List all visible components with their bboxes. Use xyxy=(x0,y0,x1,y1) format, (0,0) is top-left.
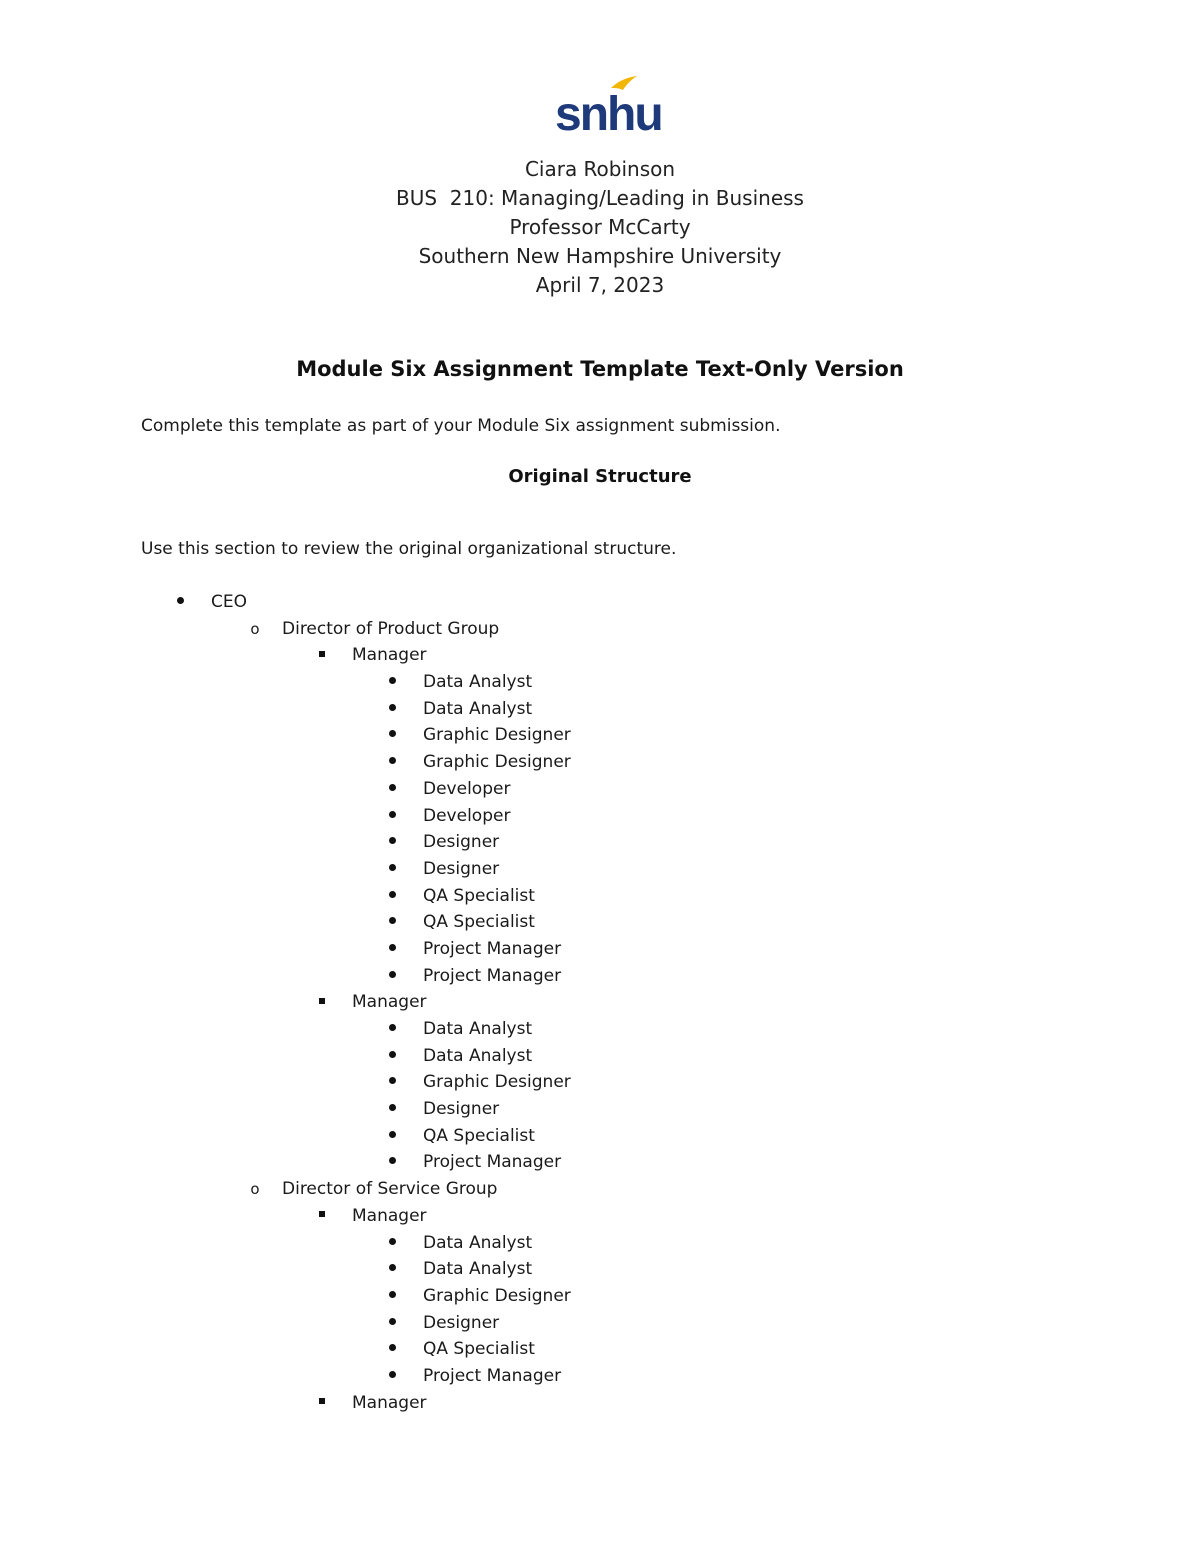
bullet-dot-icon xyxy=(382,722,402,748)
bullet-dot-icon xyxy=(382,963,402,989)
org-role-label: Developer xyxy=(423,805,511,826)
org-role-label: QA Specialist xyxy=(423,912,535,933)
org-list-item xyxy=(0,589,1200,616)
org-list-item xyxy=(0,616,1200,643)
submission-date: April 7, 2023 xyxy=(535,273,665,297)
bullet-dot-icon xyxy=(382,669,402,695)
bullet-dot-icon xyxy=(382,776,402,802)
logo-wordmark: snhu xyxy=(555,88,662,141)
org-role-label: Designer xyxy=(423,858,500,879)
org-structure-list xyxy=(0,589,1200,1416)
author-name: Ciara Robinson xyxy=(524,157,676,181)
org-list-item xyxy=(0,749,1200,776)
bullet-dot-icon xyxy=(382,1096,402,1122)
org-role-label: Graphic Designer xyxy=(423,725,571,746)
university-name: Southern New Hampshire University xyxy=(418,244,782,268)
org-role-label: Data Analyst xyxy=(423,1045,533,1066)
bullet-dot-icon xyxy=(382,936,402,962)
org-role-label: Data Analyst xyxy=(423,1259,533,1280)
org-list-item xyxy=(0,1043,1200,1070)
org-role-label: CEO xyxy=(211,592,247,612)
bullet-dot-icon xyxy=(382,856,402,882)
org-role-label: QA Specialist xyxy=(423,1125,535,1146)
bullet-dot-icon xyxy=(382,749,402,775)
org-list-item xyxy=(0,1016,1200,1043)
bullet-circle-icon: o xyxy=(250,619,260,638)
bullet-dot-icon xyxy=(382,1149,402,1175)
bullet-dot-icon xyxy=(382,1230,402,1256)
org-list-item xyxy=(0,1336,1200,1363)
org-list-item xyxy=(0,642,1200,669)
org-list-item xyxy=(0,909,1200,936)
document-title: Module Six Assignment Template Text-Only Version xyxy=(296,357,904,381)
org-role-label: Designer xyxy=(423,1312,500,1333)
course-name: BUS 210: Managing/Leading in Business xyxy=(396,186,804,210)
bullet-dot-icon xyxy=(382,1043,402,1069)
org-role-label: Manager xyxy=(352,645,427,666)
org-list-item xyxy=(0,1203,1200,1230)
bullet-dot-icon xyxy=(382,1069,402,1095)
section-intro-paragraph: Use this section to review the original organizational structure. xyxy=(141,539,677,559)
org-role-label: Project Manager xyxy=(423,1365,562,1386)
org-role-label: QA Specialist xyxy=(423,885,535,906)
org-list-item xyxy=(0,1230,1200,1257)
org-list-item xyxy=(0,803,1200,830)
snhu-logo-graphic xyxy=(553,74,662,141)
org-role-label: Designer xyxy=(423,832,500,853)
org-list-item xyxy=(0,696,1200,723)
org-role-label: Director of Product Group xyxy=(282,618,500,639)
org-list-item xyxy=(0,1176,1200,1203)
org-list-item xyxy=(0,856,1200,883)
org-list-item xyxy=(0,1256,1200,1283)
bullet-dot-icon xyxy=(382,1256,402,1282)
org-role-label: QA Specialist xyxy=(423,1339,535,1360)
org-list-item xyxy=(0,1069,1200,1096)
intro-paragraph: Complete this template as part of your Module Six assignment submission. xyxy=(141,416,781,436)
org-role-label: Manager xyxy=(352,992,427,1013)
org-list-item xyxy=(0,829,1200,856)
bullet-dot-icon xyxy=(382,1016,402,1042)
org-list-item xyxy=(0,776,1200,803)
bullet-dot-icon xyxy=(382,1283,402,1309)
org-role-label: Director of Service Group xyxy=(282,1179,498,1200)
org-list-item xyxy=(0,1363,1200,1390)
org-list-item xyxy=(0,1149,1200,1176)
bullet-square-icon xyxy=(312,989,332,1015)
professor-name: Professor McCarty xyxy=(509,215,691,239)
bullet-dot-icon xyxy=(382,1363,402,1389)
org-role-label: Manager xyxy=(352,1392,427,1413)
bullet-dot-icon xyxy=(382,803,402,829)
org-role-label: Project Manager xyxy=(423,965,562,986)
org-role-label: Data Analyst xyxy=(423,698,533,719)
org-list-item xyxy=(0,1310,1200,1337)
org-role-label: Graphic Designer xyxy=(423,752,571,773)
org-list-item xyxy=(0,722,1200,749)
org-list-item xyxy=(0,883,1200,910)
snhu-logo xyxy=(553,74,662,141)
bullet-circle-icon: o xyxy=(250,1180,260,1199)
org-role-label: Data Analyst xyxy=(423,1019,533,1039)
org-role-label: Graphic Designer xyxy=(423,1285,571,1306)
org-list-item xyxy=(0,1390,1200,1417)
org-role-label: Project Manager xyxy=(423,938,562,959)
bullet-dot-icon xyxy=(170,589,190,615)
org-list-item xyxy=(0,936,1200,963)
title-block xyxy=(0,155,1200,300)
bullet-dot-icon xyxy=(382,829,402,855)
org-role-label: Graphic Designer xyxy=(423,1072,571,1093)
bullet-dot-icon xyxy=(382,1310,402,1336)
org-list-item xyxy=(0,963,1200,990)
org-role-label: Manager xyxy=(352,1205,427,1226)
bullet-dot-icon xyxy=(382,1123,402,1149)
bullet-square-icon xyxy=(312,1203,332,1229)
org-list-item xyxy=(0,1283,1200,1310)
section-heading: Original Structure xyxy=(508,466,692,487)
org-role-label: Data Analyst xyxy=(423,1232,533,1253)
org-role-label: Developer xyxy=(423,778,511,799)
org-list-item xyxy=(0,989,1200,1016)
org-list-item xyxy=(0,1123,1200,1150)
bullet-dot-icon xyxy=(382,1336,402,1362)
bullet-dot-icon xyxy=(382,909,402,935)
bullet-dot-icon xyxy=(382,883,402,909)
bullet-square-icon xyxy=(312,642,332,668)
org-role-label: Project Manager xyxy=(423,1152,562,1173)
org-role-label: Designer xyxy=(423,1099,500,1120)
org-role-label: Data Analyst xyxy=(423,672,533,693)
org-list-item xyxy=(0,1096,1200,1123)
org-list-item xyxy=(0,669,1200,696)
bullet-square-icon xyxy=(312,1390,332,1416)
bullet-dot-icon xyxy=(382,696,402,722)
